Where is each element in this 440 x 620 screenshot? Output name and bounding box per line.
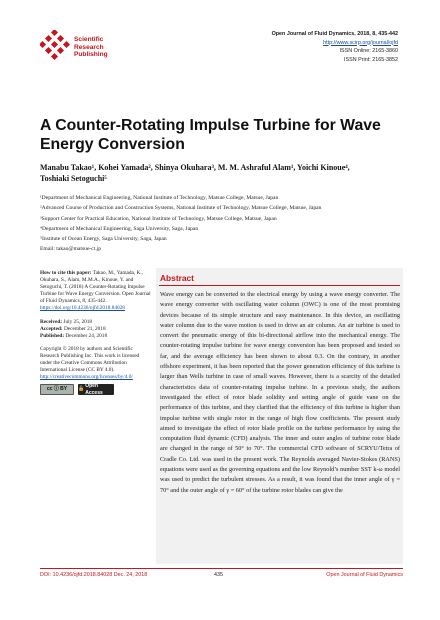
affiliation: ⁴Department of Mechanical Engineering, Saga University, Saga, Japan: [40, 225, 199, 232]
dates-block: Received: July 25, 2018 Accepted: December 21, 2018 Published: December 24, 2018: [40, 318, 108, 339]
license-badges: [40, 384, 152, 395]
issn-online: ISSN Online: 2165-3860: [339, 48, 398, 55]
footer-journal: Open Journal of Fluid Dynamics: [326, 572, 403, 578]
citation-block: How to cite this paper: Takao, M., Yamada, K., Okuhara, S., Alam, M.M.A., Kinoue, Y. and Setoguchi, T. (2018) A Counter-Rotating Impulse Turbine for Wave Energy Conversion. Open Journal of Fluid Dynamics, 8, 435-442. https://doi.org/10.4236/ojfd.2018.84028: [40, 270, 151, 312]
cc-by-badge[interactable]: cc ⓘ BY: [40, 384, 74, 395]
contact-email: Email: takao@matsue-ct.jp: [40, 246, 102, 253]
journal-info: [272, 30, 398, 64]
footer-doi: DOI: 10.4236/ojfd.2018.84028 Dec. 24, 2018: [40, 572, 148, 578]
license-link[interactable]: http://creativecommons.org/licenses/by/4.0/: [40, 374, 133, 381]
open-lock-icon: 🔓: [78, 386, 85, 393]
author-list: Manabu Takao¹, Kohei Yamada², Shinya Okuhara³, M. M. Ashraful Alam¹, Yoichi Kinoue⁴, Toshiaki Setoguchi⁵: [40, 163, 350, 183]
publisher-logo: [40, 30, 160, 70]
footer-divider: [40, 568, 403, 569]
publisher-name: Scientific Research Publishing: [74, 36, 108, 59]
affiliation: ⁵Institute of Ocean Energy, Saga University, Saga, Japan: [40, 236, 167, 243]
issn-print: ISSN Print: 2165-3852: [344, 56, 398, 63]
affiliation: ¹Department of Mechanical Engineering, National Institute of Technology, Matsue College, Matsue, Japan: [40, 195, 279, 201]
article-sidebar: [40, 270, 152, 401]
journal-citation: Open Journal of Fluid Dynamics, 2018, 8, 435-442: [271, 31, 398, 37]
abstract-heading: Abstract: [160, 273, 194, 283]
page-number: 435: [214, 572, 223, 578]
citation-doi-link[interactable]: https://doi.org/10.4236/ojfd.2018.84028: [40, 305, 125, 312]
page-footer: [40, 572, 403, 581]
open-access-badge[interactable]: 🔓 Open Access: [78, 384, 114, 395]
abstract-text: Wave energy can be converted to the electrical energy by using a wave energy converter. The wave energy converter with oscillating water column (OWC) is one of the most promising devices because of its simple structure and easy maintenance. In this device, an oscillating water column due to the wave motion is used to drive an air column. An air turbine is used to convert the pneumatic energy of this bi-directional airflow into the mechanical energy. The counter-rotating impulse turbine for wave energy conversion has been proposed and tested so far, and the average efficiency has been shown to about 0.3. On the contrary, in another offshore experiment, it has been reported that the power generation efficiency of this turbine is larger than Wells turbine in case of small waves. However, there is a scarcity of the detailed characteristics data of counter-rotating impulse turbine. In a previous study, the authors investigated the effect of rotor blade solidity and setting angle of guide vane on the performance of this turbine, and they clarified that the efficiency of this turbine is higher than impulse turbine with single rotor in the range of high flow coefficients. The present study aimed to investigate the effect of rotor blade profile on the turbine performance by using the computation fluid dynamic (CFD) analysis. The inner and outer angles of turbine rotor blade are changed in the range of 50° to 70°. The commercial CFD software of SCRYU/Tetra of Cradle Co. Ltd. was used in the present work. The Reynolds averaged Navier-Stokes (RANS) equations were used as the governing equations and the low Reynold’s number SST k-ω model was used to predict the turbulent stresses. As a result, it was found that the inner angle of γ = 70° and the outer angle of γ = 60° of the turbine rotor blades can give the: [160, 291, 400, 494]
accepted-date: December 21, 2018: [63, 325, 106, 332]
publisher-logo-icon: [40, 30, 70, 64]
received-date: July 25, 2018: [63, 318, 93, 325]
paper-title: A Counter-Rotating Impulse Turbine for Wave Energy Conversion: [40, 117, 381, 153]
affiliation-list: [40, 193, 402, 255]
abstract-box: [156, 268, 403, 564]
abstract-divider: [159, 285, 400, 286]
copyright-block: Copyright © 2018 by authors and Scientific Research Publishing Inc. This work is licensed under the Creative Commons Attribution International License (CC BY 4.0). http://creativecommons.org/licenses/by/4.0/ cc ⓘ BY 🔓 Open Access: [40, 346, 152, 395]
journal-url-link[interactable]: http://www.scirp.org/journal/ojfd: [323, 39, 398, 46]
published-date: December 24, 2018: [65, 332, 108, 339]
page-header: [40, 30, 398, 72]
affiliation: ²Advanced Course of Production and Construction Systems, National Institute of Technology, Matsue College, Matsue, Japan: [40, 205, 322, 212]
affiliation: ³Support Center for Practical Education, National Institute of Technology, Matsue College, Matsue, Japan: [40, 215, 277, 222]
